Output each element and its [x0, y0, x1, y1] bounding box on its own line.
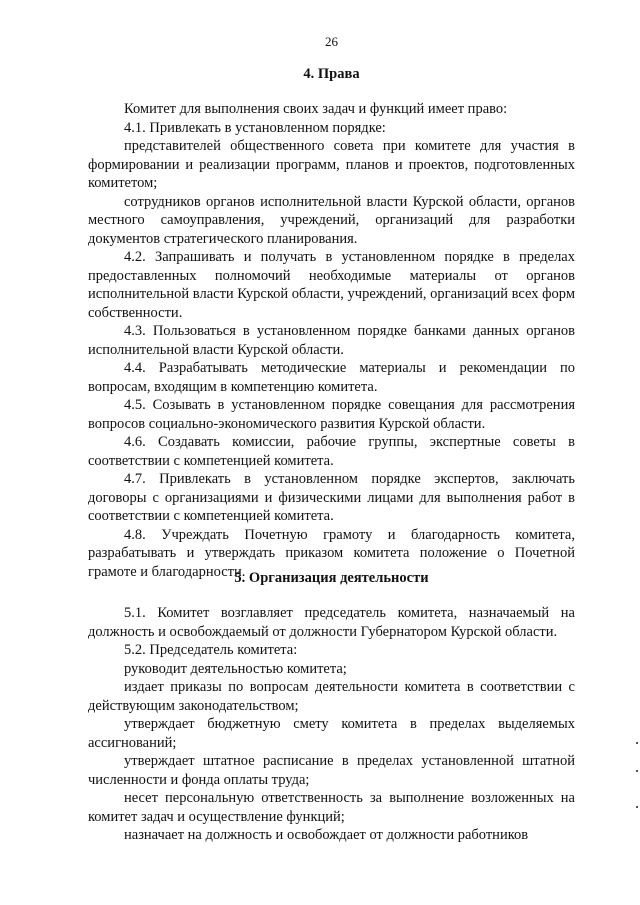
section-organization-body	[88, 604, 575, 845]
paragraph: утверждает штатное расписание в пределах установленной штатной численности и фонда оплаты труда;	[88, 753, 575, 788]
paragraph: 4.5. Созывать в установленном порядке совещания для рассмотрения вопросов социально-экономического развития Курской области.	[88, 397, 575, 432]
scan-mark	[636, 806, 638, 808]
paragraph: несет персональную ответственность за выполнение возложенных на комитет задач и осуществление функций;	[88, 790, 575, 825]
paragraph: руководит деятельностью комитета;	[124, 660, 347, 677]
paragraph: назначает на должность и освобождает от должности работников	[124, 827, 529, 843]
paragraph: сотрудников органов исполнительной власти Курской области, органов местного самоуправления, учреждений, организаций для разработки документов стратегического планирования.	[88, 193, 575, 247]
section-rights-body	[88, 100, 575, 581]
paragraph: утверждает бюджетную смету комитета в пределах выделяемых ассигнований;	[88, 716, 575, 751]
paragraph: представителей общественного совета при комитете для участия в формировании и реализации программ, планов и проектов, подготовленных комитетом;	[88, 138, 575, 191]
paragraph: 4.2. Запрашивать и получать в установленном порядке в пределах предоставленных полномочий необходимые материалы от органов исполнительной власти Курской области, учреждений, организаций всех форм собственности.	[88, 249, 575, 321]
paragraph: 4.6. Создавать комиссии, рабочие группы, экспертные советы в соответствии с компетенцией комитета.	[88, 434, 575, 469]
scan-mark	[636, 770, 638, 772]
section-title-rights: 4. Права	[303, 66, 360, 82]
page-number: 26	[325, 34, 338, 49]
paragraph: 4.3. Пользоваться в установленном порядке банками данных органов исполнительной власти Курской области.	[88, 323, 575, 358]
paragraph: Комитет для выполнения своих задач и функций имеет право:	[124, 101, 508, 117]
paragraph: 4.4. Разрабатывать методические материалы и рекомендации по вопросам, входящим в компетенцию комитета.	[88, 360, 575, 395]
scan-mark	[636, 742, 638, 744]
paragraph: издает приказы по вопросам деятельности комитета в соответствии с действующим законодательством;	[88, 679, 575, 714]
paragraph: 5.1. Комитет возглавляет председатель комитета, назначаемый на должность и освобождаемый от должности Губернатором Курской области.	[88, 605, 575, 640]
paragraph: 4.7. Привлекать в установленном порядке экспертов, заключать договоры с организациями и физическими лицами для выполнения работ в соответствии с компетенцией комитета.	[88, 471, 575, 524]
paragraph: 4.8. Учреждать Почетную грамоту и благодарность комитета, разрабатывать и утверждать приказом комитета положение о Почетной грамоте и благодарности.	[88, 526, 575, 580]
paragraph: 4.1. Привлекать в установленном порядке:	[124, 119, 386, 136]
paragraph: 5.2. Председатель комитета:	[124, 642, 298, 658]
section-title-organization: 5. Организация деятельности	[234, 570, 429, 586]
